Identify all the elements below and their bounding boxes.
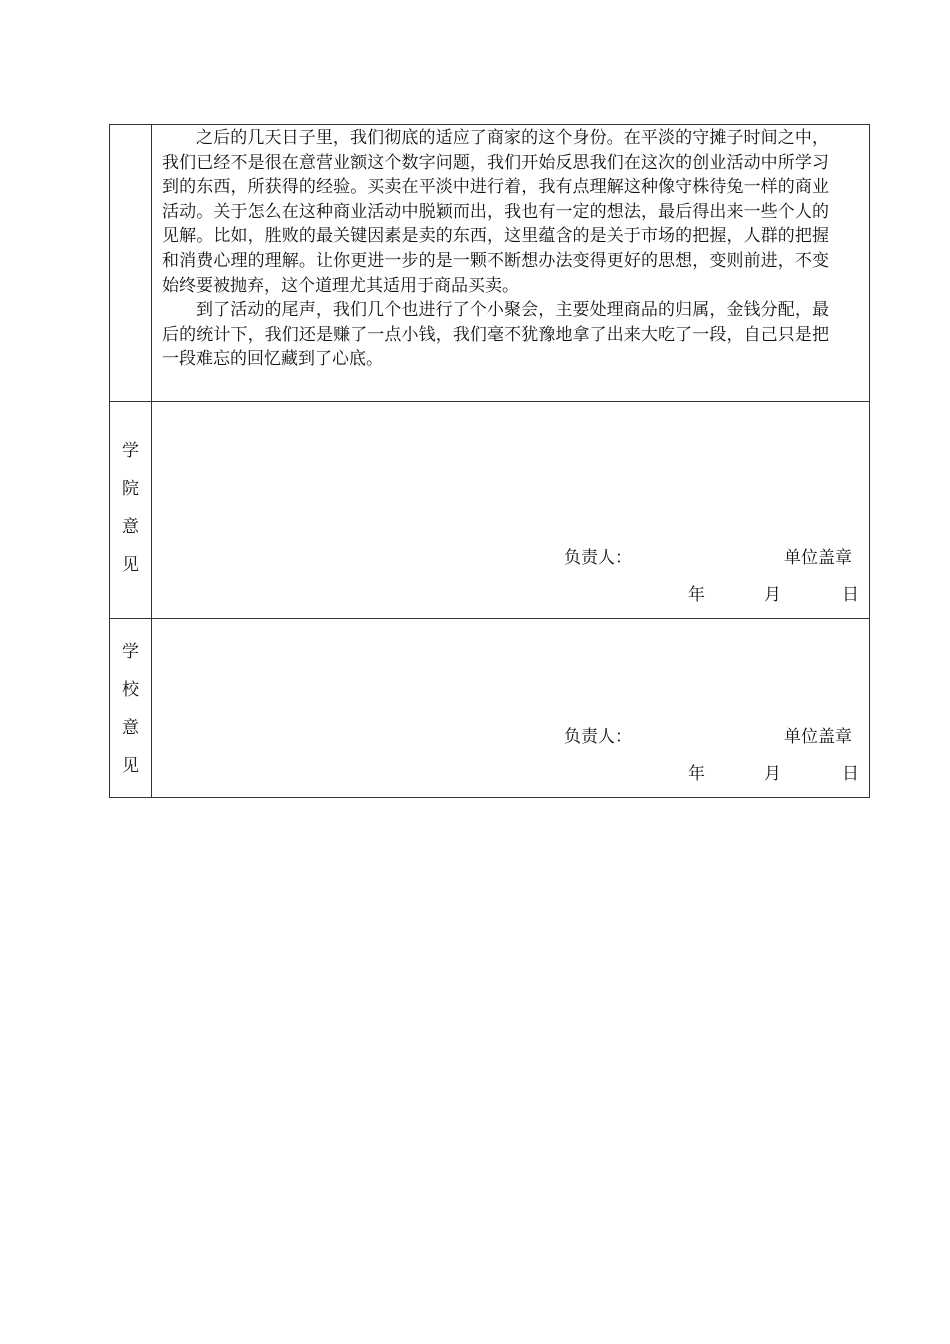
school-opinion-content[interactable] <box>152 619 870 798</box>
college-year-label: 年 <box>688 585 706 605</box>
school-seal-label: 单位盖章 <box>784 727 853 747</box>
college-seal-label: 单位盖章 <box>784 548 853 568</box>
school-label-char-3: 意 <box>122 718 140 738</box>
college-opinion-row <box>110 402 870 619</box>
body-content-cell <box>152 125 870 402</box>
school-month-label: 月 <box>764 764 782 784</box>
opinion-form-table <box>109 124 870 798</box>
college-opinion-label <box>110 402 152 619</box>
college-label-char-1: 学 <box>122 441 140 461</box>
college-day-label: 日 <box>842 585 860 605</box>
body-label-cell <box>110 125 152 402</box>
body-text-row <box>110 125 870 402</box>
school-label-char-1: 学 <box>122 642 140 662</box>
college-opinion-content[interactable] <box>152 402 870 619</box>
school-opinion-row <box>110 619 870 798</box>
college-label-char-3: 意 <box>122 517 140 537</box>
school-label-char-2: 校 <box>122 680 140 700</box>
body-text <box>152 125 869 372</box>
college-person-label: 负责人： <box>564 548 633 568</box>
body-paragraph-1: 之后的几天日子里，我们彻底的适应了商家的这个身份。在平淡的守摊子时间之中，我们已经不是很在意营业额这个数字问题，我们开始反思我们在这次的创业活动中所学习到的东西，所获得的经验。买卖在平淡中进行着，我有点理解这种像守株待兔一样的商业活动。关于怎么在这种商业活动中脱颖而出，我也有一定的想法，最后得出来一些个人的见解。比如，胜败的最关键因素是卖的东西，这里蕴含的是关于市场的把握，人群的把握和消费心理的理解。让你更进一步的是一颗不断想办法变得更好的思想，变则前进，不变始终要被抛弃，这个道理尤其适用于商品买卖。 <box>162 128 829 296</box>
college-label-char-2: 院 <box>122 479 140 499</box>
college-label-char-4: 见 <box>122 555 140 575</box>
school-opinion-label <box>110 619 152 798</box>
school-day-label: 日 <box>842 764 860 784</box>
school-year-label: 年 <box>688 764 706 784</box>
college-month-label: 月 <box>764 585 782 605</box>
school-person-label: 负责人： <box>564 727 633 747</box>
school-label-char-4: 见 <box>122 756 140 776</box>
body-paragraph-2: 到了活动的尾声，我们几个也进行了个小聚会，主要处理商品的归属，金钱分配，最后的统计下，我们还是赚了一点小钱，我们毫不犹豫地拿了出来大吃了一段，自己只是把一段难忘的回忆藏到了心底。 <box>162 300 829 370</box>
